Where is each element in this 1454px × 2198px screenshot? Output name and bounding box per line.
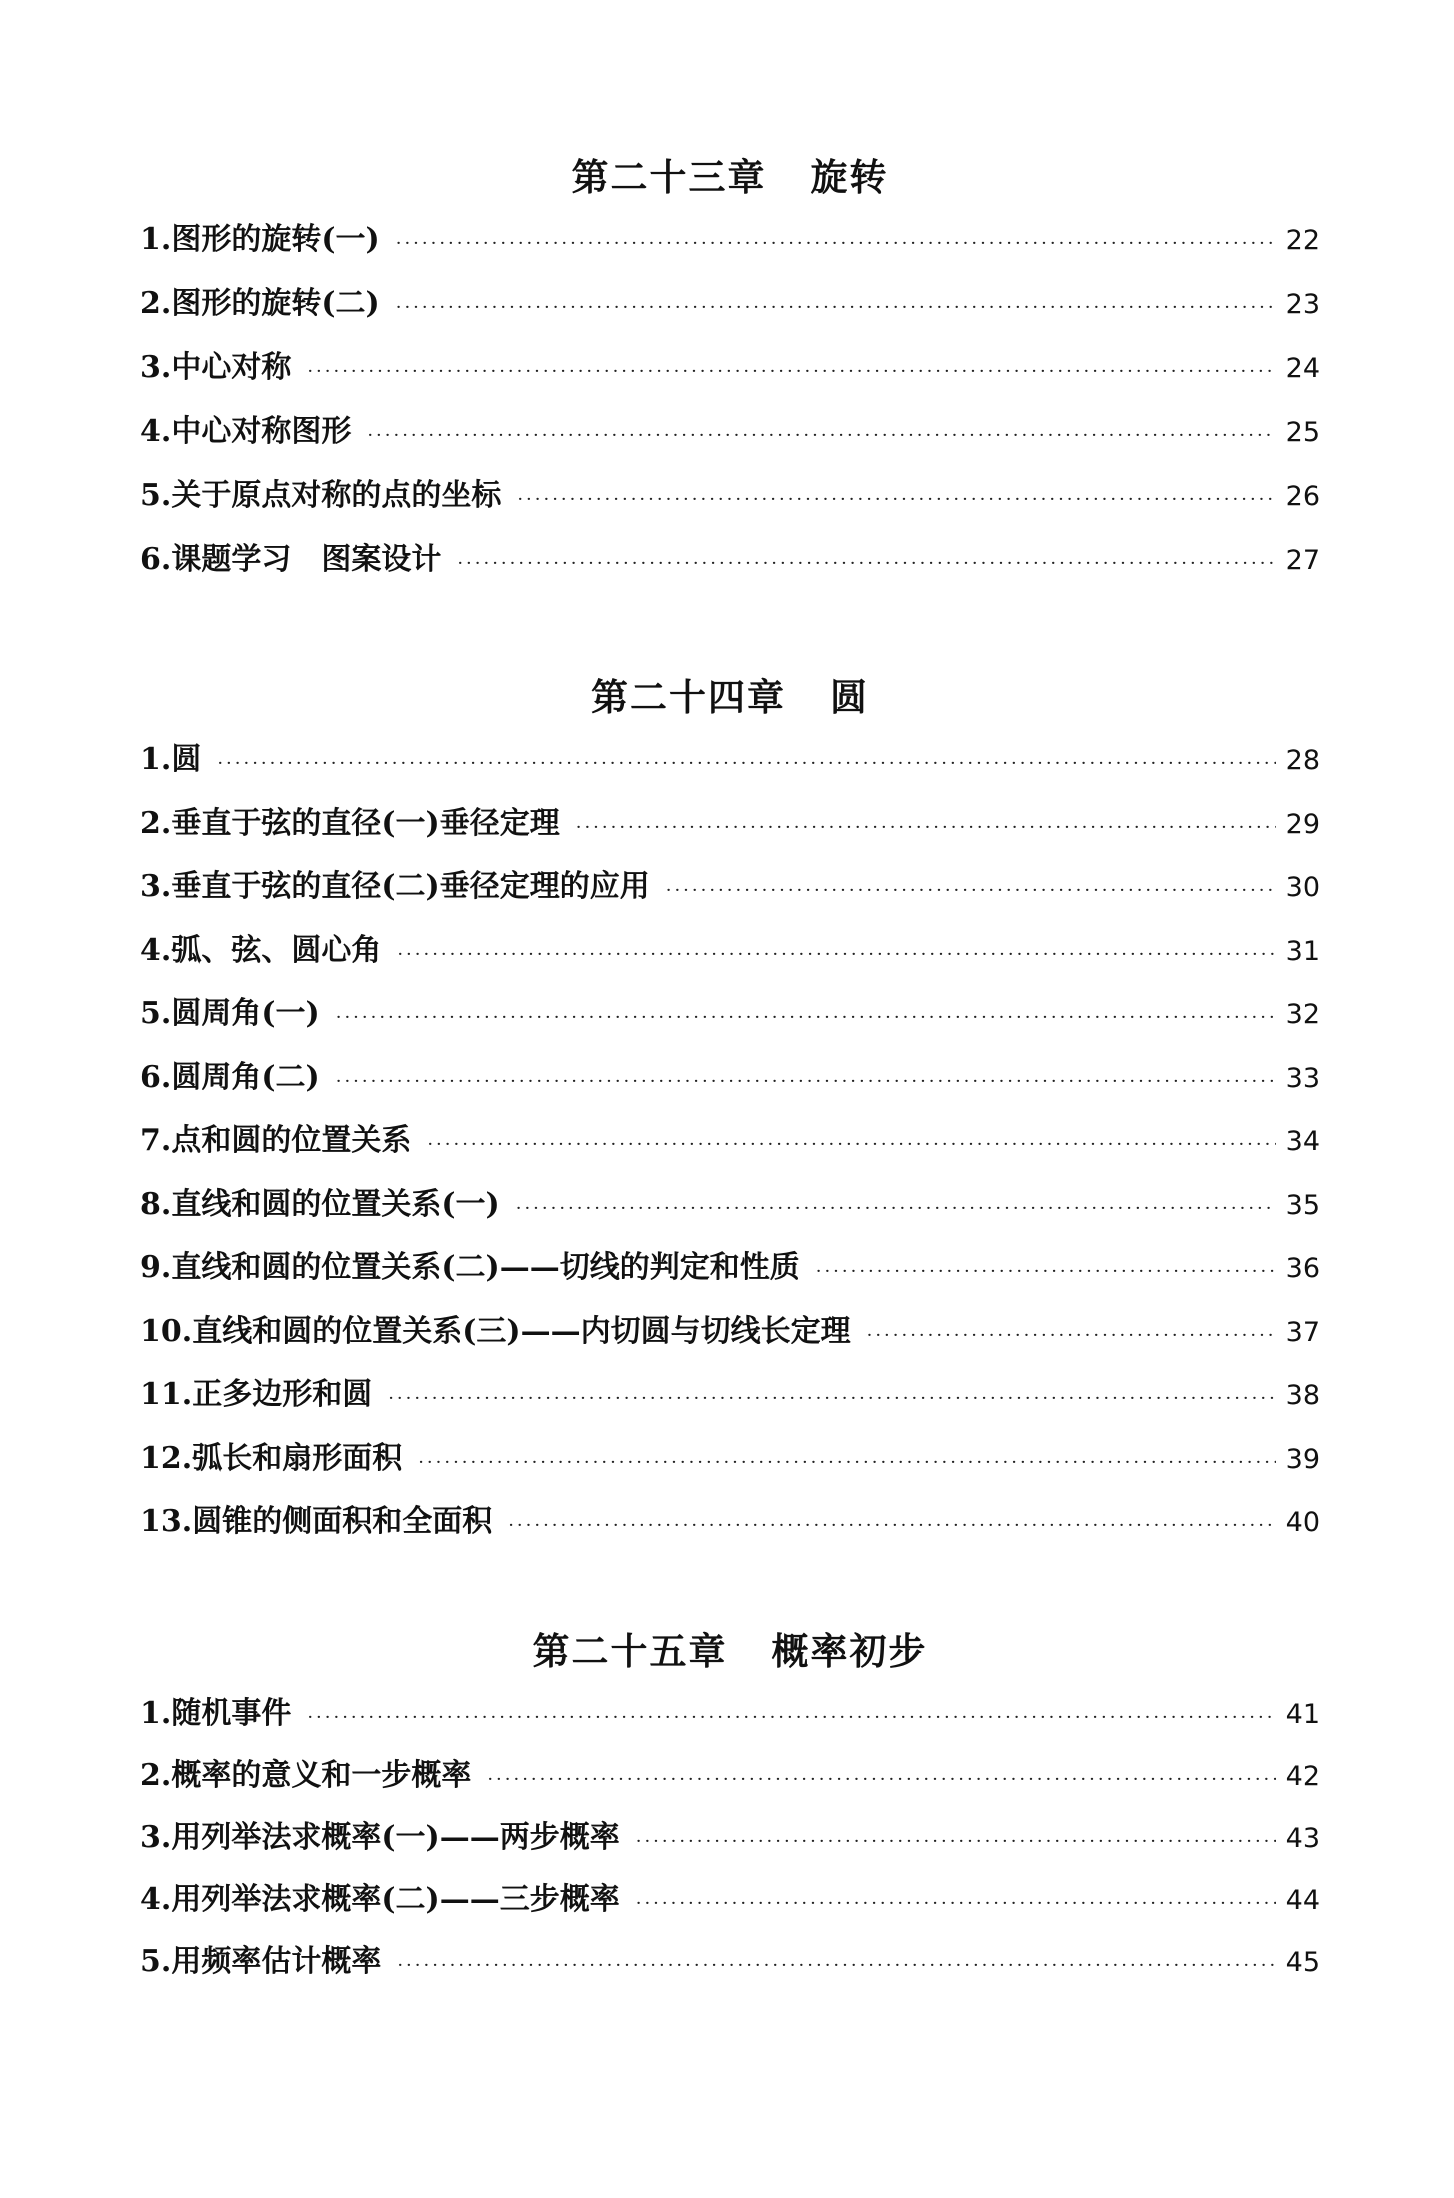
toc-entry-page: 23 xyxy=(1285,289,1320,320)
chapter-23 xyxy=(140,142,1320,604)
toc-entry-title: 12.弧长和扇形面积 xyxy=(140,1440,403,1476)
toc-entry-page: 24 xyxy=(1285,353,1320,384)
dot-leader xyxy=(397,935,1275,975)
toc-entry-title: 6.圆周角(二) xyxy=(140,1059,320,1095)
toc-entry-page: 36 xyxy=(1285,1253,1320,1284)
toc-entry-page: 29 xyxy=(1285,808,1320,840)
dot-leader xyxy=(816,1252,1276,1292)
dot-leader xyxy=(867,1316,1276,1356)
toc-entry-page: 28 xyxy=(1285,745,1320,776)
toc-entry[interactable] xyxy=(140,1756,1320,1818)
chapter-25 xyxy=(140,1616,1320,2004)
toc-entry-title: 2.垂直于弦的直径(一)垂径定理 xyxy=(140,805,560,841)
dot-leader xyxy=(418,1443,1275,1483)
toc-entry-title: 9.直线和圆的位置关系(二)——切线的判定和性质 xyxy=(140,1250,800,1285)
dot-leader xyxy=(388,1379,1275,1419)
chapter-24 xyxy=(140,662,1320,1566)
toc-entry-page: 30 xyxy=(1285,872,1320,903)
toc-entry[interactable] xyxy=(140,284,1320,348)
toc-entry-page: 31 xyxy=(1285,935,1320,967)
chapter-heading xyxy=(140,1616,1320,1686)
toc-entry-page: 27 xyxy=(1285,545,1320,576)
toc-entry[interactable] xyxy=(140,476,1320,540)
toc-entry-title: 7.点和圆的位置关系 xyxy=(140,1123,412,1158)
toc-entry[interactable] xyxy=(140,994,1320,1058)
dot-leader xyxy=(666,871,1276,911)
chapter-number: 第二十三章 xyxy=(571,155,767,199)
toc-entry-page: 25 xyxy=(1285,417,1320,448)
toc-entry-page: 41 xyxy=(1285,1699,1320,1730)
toc-entry[interactable] xyxy=(140,867,1320,931)
chapter-name: 旋转 xyxy=(810,155,889,199)
toc-entry-page: 22 xyxy=(1285,225,1320,256)
chapter-name: 概率初步 xyxy=(771,1629,928,1673)
toc-entry-title: 2.概率的意义和一步概率 xyxy=(140,1758,472,1793)
toc-entry[interactable] xyxy=(140,1942,1320,2004)
toc-entry-title: 4.用列举法求概率(二)——三步概率 xyxy=(140,1882,620,1917)
toc-entry-title: 1.圆 xyxy=(140,742,202,777)
dot-leader xyxy=(517,480,1275,520)
chapter-name: 圆 xyxy=(830,675,869,719)
toc-entry[interactable] xyxy=(140,540,1320,604)
dot-leader xyxy=(397,1946,1275,1986)
toc-entry-title: 2.图形的旋转(二) xyxy=(140,286,380,321)
toc-entry-title: 10.直线和圆的位置关系(三)——内切圆与切线长定理 xyxy=(140,1313,851,1349)
toc-entry[interactable] xyxy=(140,1248,1320,1312)
dot-leader xyxy=(636,1822,1276,1862)
toc-list xyxy=(140,220,1320,604)
toc-entry[interactable] xyxy=(140,931,1320,995)
toc-entry[interactable] xyxy=(140,1312,1320,1376)
toc-entry-title: 6.课题学习 图案设计 xyxy=(140,542,442,577)
toc-entry[interactable] xyxy=(140,1439,1320,1503)
toc-entry-title: 3.用列举法求概率(一)——两步概率 xyxy=(140,1820,620,1855)
toc-entry-title: 1.图形的旋转(一) xyxy=(140,222,380,257)
toc-entry-title: 3.中心对称 xyxy=(140,350,292,385)
dot-leader xyxy=(516,1189,1276,1229)
chapter-number: 第二十四章 xyxy=(591,675,786,719)
toc-entry-title: 5.圆周角(一) xyxy=(140,996,320,1031)
dot-leader xyxy=(336,998,1276,1038)
toc-entry-title: 11.正多边形和圆 xyxy=(140,1377,373,1412)
toc-entry[interactable] xyxy=(140,348,1320,412)
chapter-number: 第二十五章 xyxy=(532,1629,728,1673)
toc-entry-page: 45 xyxy=(1285,1947,1320,1978)
toc-entry[interactable] xyxy=(140,1880,1320,1942)
dot-leader xyxy=(427,1125,1275,1165)
dot-leader xyxy=(367,416,1275,456)
dot-leader xyxy=(636,1884,1276,1924)
dot-leader xyxy=(307,352,1275,392)
dot-leader xyxy=(336,1062,1276,1102)
toc-entry-page: 34 xyxy=(1285,1126,1320,1157)
toc-entry-page: 43 xyxy=(1285,1823,1320,1854)
toc-entry[interactable] xyxy=(140,1375,1320,1439)
toc-entry[interactable] xyxy=(140,1121,1320,1185)
toc-entry-page: 44 xyxy=(1285,1885,1320,1916)
dot-leader xyxy=(576,808,1276,848)
toc-entry[interactable] xyxy=(140,220,1320,284)
toc-entry-page: 32 xyxy=(1285,999,1320,1030)
toc-entry-title: 13.圆锥的侧面积和全面积 xyxy=(140,1504,493,1539)
toc-entry[interactable] xyxy=(140,1694,1320,1756)
chapter-heading xyxy=(140,142,1320,212)
dot-leader xyxy=(508,1506,1275,1546)
toc-entry-page: 33 xyxy=(1285,1062,1320,1094)
toc-entry[interactable] xyxy=(140,804,1320,868)
dot-leader xyxy=(457,544,1275,584)
toc-entry[interactable] xyxy=(140,740,1320,804)
dot-leader xyxy=(487,1760,1275,1800)
toc-entry-page: 42 xyxy=(1285,1761,1320,1792)
dot-leader xyxy=(396,288,1276,328)
dot-leader xyxy=(307,1698,1275,1738)
toc-entry-title: 3.垂直于弦的直径(二)垂径定理的应用 xyxy=(140,869,650,904)
toc-entry-title: 8.直线和圆的位置关系(一) xyxy=(140,1186,500,1222)
toc-entry-page: 35 xyxy=(1285,1189,1320,1221)
toc-entry-page: 40 xyxy=(1285,1507,1320,1538)
toc-entry-title: 5.关于原点对称的点的坐标 xyxy=(140,478,502,513)
toc-entry-title: 5.用频率估计概率 xyxy=(140,1944,382,1979)
toc-entry-page: 39 xyxy=(1285,1443,1320,1475)
toc-list xyxy=(140,1694,1320,2004)
toc-entry-title: 4.弧、弦、圆心角 xyxy=(140,932,382,968)
chapter-heading xyxy=(140,662,1320,732)
toc-entry-page: 37 xyxy=(1285,1316,1320,1348)
toc-entry-title: 1.随机事件 xyxy=(140,1696,292,1731)
toc-entry[interactable] xyxy=(140,1818,1320,1880)
toc-entry[interactable] xyxy=(140,1058,1320,1122)
toc-entry-page: 38 xyxy=(1285,1380,1320,1411)
dot-leader xyxy=(217,744,1275,784)
toc-entry[interactable] xyxy=(140,1502,1320,1566)
toc-list xyxy=(140,740,1320,1566)
toc-entry-title: 4.中心对称图形 xyxy=(140,414,352,449)
dot-leader xyxy=(396,224,1276,264)
toc-entry[interactable] xyxy=(140,412,1320,476)
toc-entry-page: 26 xyxy=(1285,481,1320,512)
toc-entry[interactable] xyxy=(140,1185,1320,1249)
